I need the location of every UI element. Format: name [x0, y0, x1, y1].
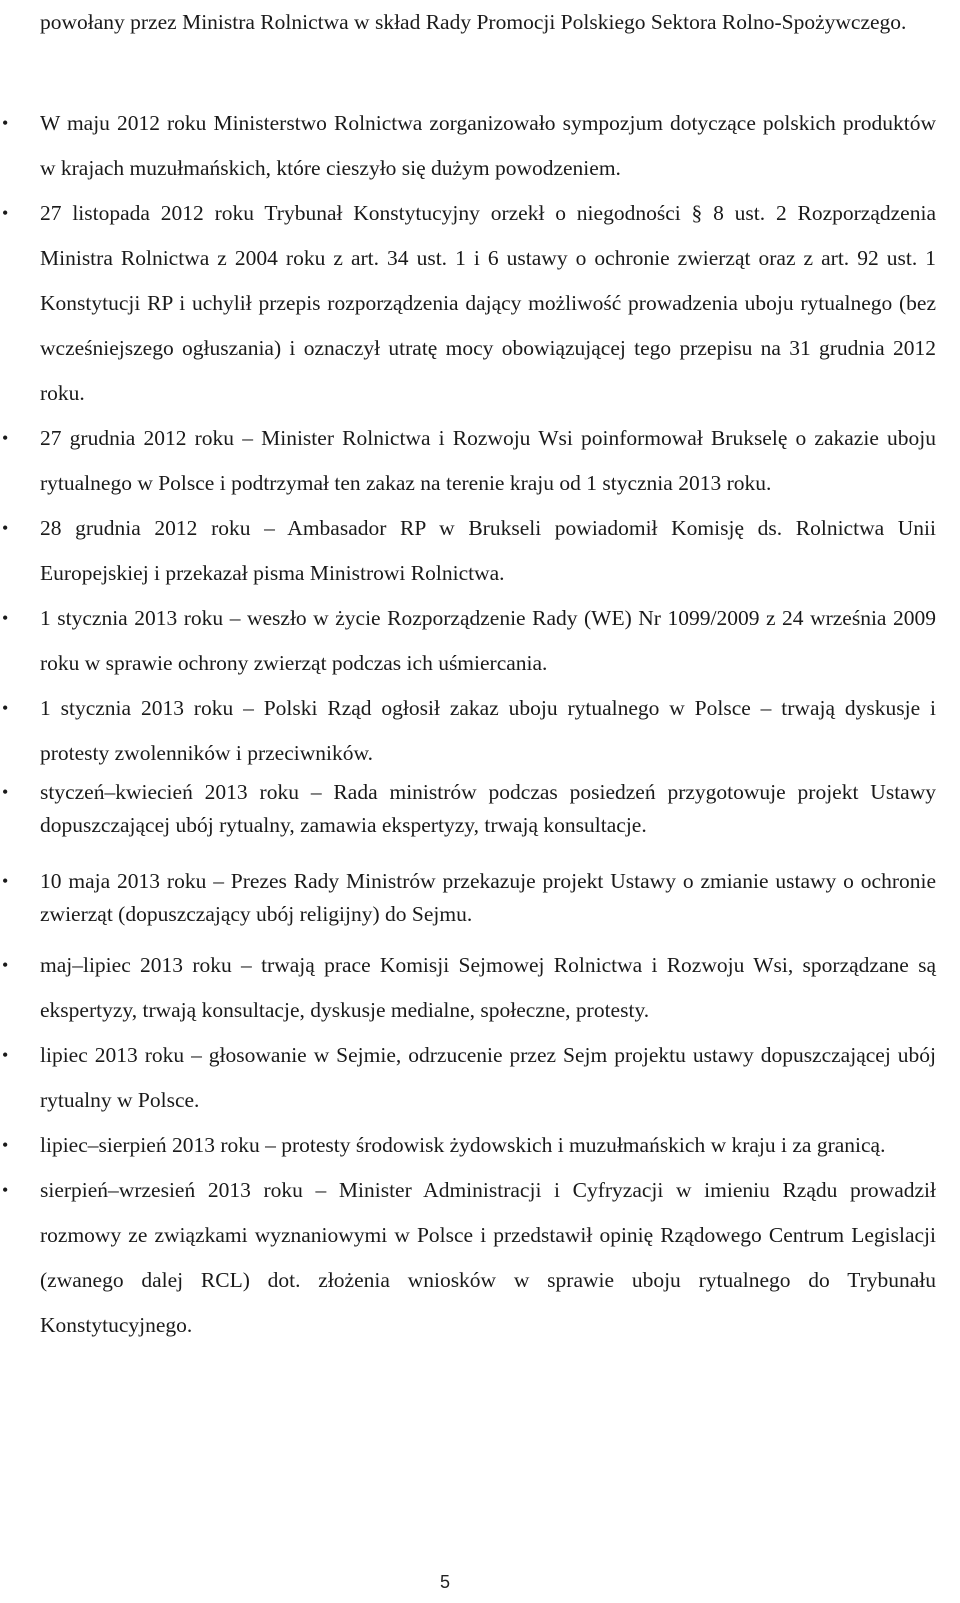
- list-item: [0, 191, 936, 416]
- list-item-text: lipiec–sierpień 2013 roku – protesty środowisk żydowskich i muzułmańskich w kraju i za granicą.: [40, 1133, 886, 1157]
- list-item-text: 10 maja 2013 roku – Prezes Rady Ministrów przekazuje projekt Ustawy o zmianie ustawy o ochronie zwierząt (dopuszczający ubój religijny) do Sejmu.: [40, 869, 936, 926]
- list-item-text: 1 stycznia 2013 roku – Polski Rząd ogłosił zakaz uboju rytualnego w Polsce – trwają dyskusje i protesty zwolenników i przeciwników.: [40, 696, 936, 765]
- page-number: 5: [439, 1572, 450, 1592]
- bullet-icon: •: [2, 203, 9, 223]
- intro-paragraph: powołany przez Ministra Rolnictwa w skład Rady Promocji Polskiego Sektora Rolno-Spożywczego.: [40, 10, 907, 34]
- list-item-text: 1 stycznia 2013 roku – weszło w życie Rozporządzenie Rady (WE) Nr 1099/2009 z 24 września 2009 roku w sprawie ochrony zwierząt podczas ich uśmiercania.: [40, 606, 936, 675]
- list-item-text: W maju 2012 roku Ministerstwo Rolnictwa zorganizowało sympozjum dotyczące polskich produktów w krajach muzułmańskich, które cieszyło się dużym powodzeniem.: [40, 111, 936, 180]
- bullet-icon: •: [2, 1045, 9, 1065]
- bullet-icon: •: [2, 1180, 9, 1200]
- list-item-text: styczeń–kwiecień 2013 roku – Rada ministrów podczas posiedzeń przygotowuje projekt Ustawy dopuszczającej ubój rytualny, zamawia ekspertyzy, trwają konsultacje.: [40, 780, 936, 837]
- list-item: [0, 1123, 936, 1168]
- bullet-icon: •: [2, 608, 9, 628]
- bullet-icon: •: [2, 782, 9, 802]
- bullet-icon: •: [2, 1135, 9, 1155]
- bullet-icon: •: [2, 698, 9, 718]
- list-item: [0, 943, 936, 1033]
- list-item-text: sierpień–wrzesień 2013 roku – Minister Administracji i Cyfryzacji w imieniu Rządu prowadził rozmowy ze związkami wyznaniowymi w Polsce i przedstawił opinię Rządowego Centrum Legislacji (zwanego dalej RCL) dot. złożenia wniosków w sprawie uboju rytualnego do Trybunału Konstytucyjnego.: [40, 1178, 936, 1337]
- list-item: [0, 865, 936, 931]
- list-item-text: 27 listopada 2012 roku Trybunał Konstytucyjny orzekł o niegodności § 8 ust. 2 Rozporządzenia Ministra Rolnictwa z 2004 roku z art. 34 ust. 1 i 6 ustawy o ochronie zwierząt oraz z art. 92 ust. 1 Konstytucji RP i uchylił przepis rozporządzenia dający możliwość prowadzenia uboju rytualnego (bez wcześniejszego ogłuszania) i oznaczył utratę mocy obowiązującej tego przepisu na 31 grudnia 2012 roku.: [40, 201, 936, 405]
- list-item: [0, 416, 936, 506]
- list-item: [0, 1168, 936, 1348]
- list-item-text: 27 grudnia 2012 roku – Minister Rolnictwa i Rozwoju Wsi poinformował Brukselę o zakazie uboju rytualnego w Polsce i podtrzymał ten zakaz na terenie kraju od 1 stycznia 2013 roku.: [40, 426, 936, 495]
- bullet-icon: •: [2, 955, 9, 975]
- bullet-icon: •: [2, 871, 9, 891]
- bullet-list: [0, 100, 960, 1348]
- list-item: [0, 101, 936, 191]
- list-item-text: lipiec 2013 roku – głosowanie w Sejmie, odrzucenie przez Sejm projektu ustawy dopuszczającej ubój rytualny w Polsce.: [40, 1043, 936, 1112]
- list-item-text: 28 grudnia 2012 roku – Ambasador RP w Brukseli powiadomił Komisję ds. Rolnictwa Unii Europejskiej i przekazał pisma Ministrowi Rolnictwa.: [40, 516, 936, 585]
- list-item: [0, 506, 936, 596]
- bullet-icon: •: [2, 428, 9, 448]
- list-item-text: maj–lipiec 2013 roku – trwają prace Komisji Sejmowej Rolnictwa i Rozwoju Wsi, sporządzane są ekspertyzy, trwają konsultacje, dyskusje medialne, społeczne, protesty.: [40, 953, 936, 1022]
- list-item: [0, 1033, 936, 1123]
- bullet-icon: •: [2, 113, 9, 133]
- list-item: [0, 686, 936, 776]
- list-item: [0, 596, 936, 686]
- list-item: [0, 776, 936, 842]
- bullet-icon: •: [2, 518, 9, 538]
